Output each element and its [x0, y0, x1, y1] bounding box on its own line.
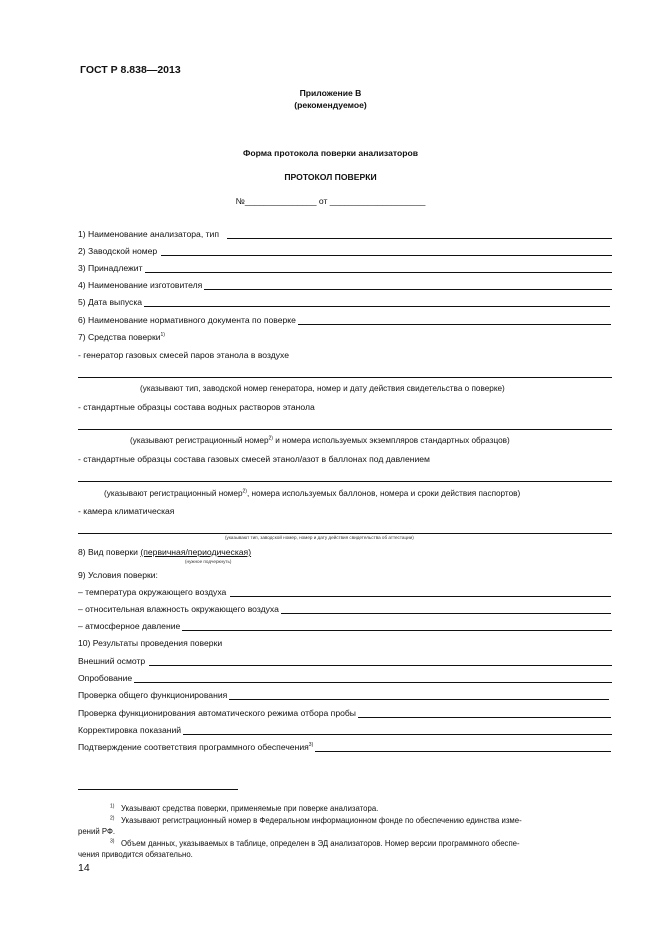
liquid-blank-line[interactable]	[78, 429, 612, 430]
result-label: Подтверждение соответствия программного обеспечения$^{3)}$	[78, 742, 314, 752]
field-normative-document[interactable]	[78, 315, 611, 325]
footnote-3: $^{3)}$ Объем данных, указываемых в таблице, определен в ЭД анализаторов. Номер версии программного обеспе-	[110, 838, 520, 848]
generator-note: (указывают тип, заводской номер генератора, номер и дату действия свидетельства о поверке)	[140, 384, 505, 393]
verification-type-options[interactable]: (первичная/периодическая)	[140, 547, 252, 557]
chamber-note: (указывают тип, заводской номер, номер и дату действия свидетельства об аттестации)	[225, 535, 414, 540]
field-release-date[interactable]	[78, 297, 610, 307]
blank-line[interactable]	[227, 229, 612, 239]
means-climate-chamber: - камера климатическая	[78, 506, 175, 516]
result-auto-sampling[interactable]	[78, 708, 611, 718]
blank-line[interactable]	[229, 690, 609, 700]
result-label: Проверка общего функционирования	[78, 690, 228, 700]
footnote-3-continued: чения приводится обязательно.	[78, 850, 193, 859]
field-label: 3) Принадлежит	[78, 263, 143, 273]
means-title: 7) Средства поверки$^{1)}$	[78, 332, 165, 342]
blank-line[interactable]	[144, 297, 610, 307]
footnote-2: $^{2)}$ Указывают регистрационный номер в Федеральном информационном фонде по обеспечению единства изме-	[110, 815, 522, 825]
blank-line[interactable]	[149, 656, 612, 666]
verification-type: 8) Вид поверки (первичная/периодическая)	[78, 547, 252, 557]
gas-blank-line[interactable]	[78, 481, 612, 482]
blank-line[interactable]	[161, 246, 612, 256]
field-label: 5) Дата выпуска	[78, 297, 143, 307]
means-gas-standards: - стандартные образцы состава газовых смесей этанол/азот в баллонах под давлением	[78, 454, 430, 464]
footnote-separator	[78, 789, 238, 790]
result-testing[interactable]	[78, 673, 612, 683]
blank-line[interactable]	[358, 708, 611, 718]
condition-label: – температура окружающего воздуха	[78, 587, 227, 597]
conditions-title: 9) Условия поверки:	[78, 570, 158, 580]
field-owner[interactable]	[78, 263, 612, 273]
condition-humidity[interactable]	[78, 604, 611, 614]
field-label: 4) Наименование изготовителя	[78, 280, 203, 290]
blank-line[interactable]	[204, 280, 612, 290]
liquid-note: (указывают регистрационный номер$^{2)}$ и номера используемых экземпляров стандартных образцов)	[130, 435, 510, 445]
condition-label: – относительная влажность окружающего воздуха	[78, 604, 279, 614]
blank-line[interactable]	[230, 587, 611, 597]
form-title: Форма протокола поверки анализаторов	[243, 148, 418, 158]
footnote-ref: 1)	[160, 332, 165, 339]
condition-pressure[interactable]	[78, 621, 612, 631]
means-generator: - генератор газовых смесей паров этанола в воздухе	[78, 350, 290, 360]
footnote-1: $^{1)}$ Указывают средства поверки, применяемые при поверке анализатора.	[110, 803, 379, 813]
result-label: Опробование	[78, 673, 133, 683]
standard-code: ГОСТ Р 8.838—2013	[80, 64, 181, 76]
result-general-function[interactable]	[78, 690, 609, 700]
appendix-title: Приложение В	[299, 88, 362, 98]
protocol-title: ПРОТОКОЛ ПОВЕРКИ	[284, 172, 377, 182]
field-label: 2) Заводской номер	[78, 246, 158, 256]
field-serial-number[interactable]	[78, 246, 612, 256]
appendix-status: (рекомендуемое)	[294, 100, 367, 110]
result-visual-inspection[interactable]	[78, 656, 612, 666]
result-label: Проверка функционирования автоматического режима отбора пробы	[78, 708, 356, 718]
result-calibration[interactable]	[78, 725, 612, 735]
result-label: Корректировка показаний	[78, 725, 182, 735]
result-label: Внешний осмотр	[78, 656, 146, 666]
field-analyzer-name[interactable]	[78, 229, 612, 239]
blank-line[interactable]	[281, 604, 611, 614]
blank-line[interactable]	[298, 315, 611, 325]
gas-note: (указывают регистрационный номер$^{2)}$, номера используемых баллонов, номера и сроки действия паспортов)	[104, 488, 521, 498]
results-title: 10) Результаты проведения поверки	[78, 638, 223, 648]
blank-line[interactable]	[315, 742, 611, 752]
blank-line[interactable]	[182, 621, 612, 631]
blank-line[interactable]	[183, 725, 612, 735]
footnote-2-continued: рений РФ.	[78, 827, 116, 836]
field-label: 6) Наименование нормативного документа по поверке	[78, 315, 296, 325]
protocol-number-line: №_______________ от ____________________	[235, 196, 426, 206]
condition-label: – атмосферное давление	[78, 621, 181, 631]
means-liquid-standards: - стандартные образцы состава водных растворов этанола	[78, 402, 315, 412]
field-manufacturer[interactable]	[78, 280, 612, 290]
condition-temperature[interactable]	[78, 587, 611, 597]
result-software-confirmation[interactable]	[78, 742, 611, 752]
chamber-blank-line[interactable]	[78, 533, 612, 534]
field-label: 1) Наименование анализатора, тип	[78, 229, 219, 239]
blank-line[interactable]	[145, 263, 612, 273]
page-number: 14	[78, 862, 90, 874]
blank-line[interactable]	[134, 673, 612, 683]
generator-blank-line[interactable]	[78, 377, 612, 378]
verification-type-note: (нужное подчеркнуть)	[185, 559, 232, 564]
